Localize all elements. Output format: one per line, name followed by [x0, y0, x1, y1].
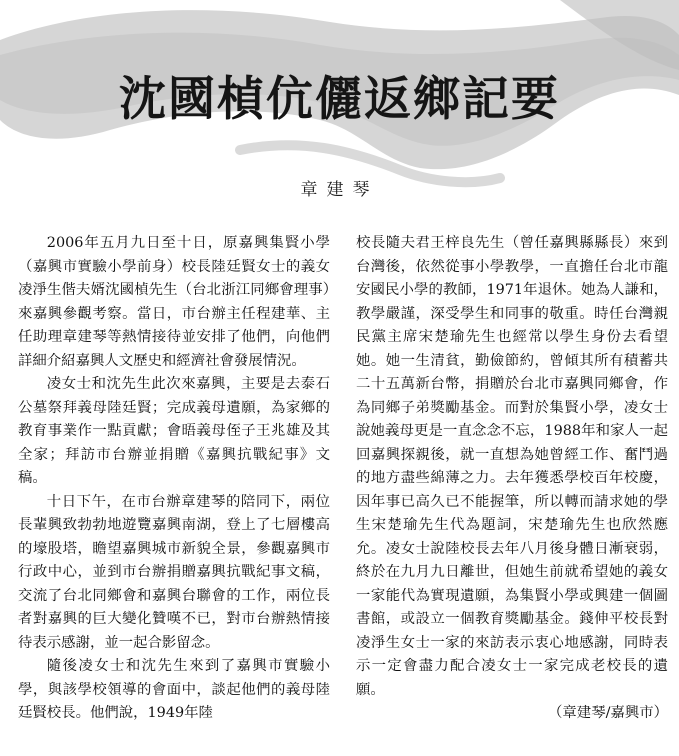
article-paragraph: 凌女士和沈先生此次來嘉興，主要是去泰石公墓祭拜義母陸廷賢；完成義母遺願，為家鄉的教育事業作一點貢獻；會晤義母侄子王兆雄及其全家；拜訪市台辦並捐贈《嘉興抗戰紀事》文稿。	[18, 376, 330, 486]
article-author: 章建琴	[300, 180, 379, 200]
article-column-right	[356, 232, 668, 752]
article-paragraph: 十日下午，在市台辦章建琴的陪同下，兩位長輩興致勃勃地遊覽嘉興南湖，登上了七層樓高的壕股塔，瞻望嘉興城市新貌全景，參觀嘉興市行政中心，並到市台辦捐贈嘉興抗戰紀事文稿，交流了台北同鄉會和嘉興台聯會的工作，兩位長者對嘉興的巨大變化贊嘆不已，對市台辦熱情接待表示感謝，並一起合影留念。	[18, 493, 330, 651]
article-paragraph-continued: 校長隨夫君王梓良先生（曾任嘉興縣縣長）來到台灣後，依然從事小學教學，一直擔任台北市龍安國民小學的教師，1971年退休。她為人謙和，教學嚴謹，深受學生和同事的敬重。時任台灣親民黨主席宋楚瑜先生也經常以學生身份去看望她。她一生清貧，勤儉節約，曾傾其所有積蓄共二十五萬新台幣，捐贈於台北市嘉興同鄉會，作為同鄉子弟獎勵基金。而對於集賢小學，凌女士說她義母更是一直念念不忘，1988年和家人一起回嘉興探親後，就一直想為她曾經工作、奮鬥過的地方盡些綿薄之力。去年獲悉學校百年校慶，因年事已高久已不能握筆，所以轉而請求她的學生宋楚瑜先生代為題詞，宋楚瑜先生也欣然應允。凌女士說陸校長去年八月後身體日漸衰弱，終於在九月九日離世，但她生前就希望她的義女一家能代為實現遺願，為集賢小學或興建一個圖書館，或設立一個教育獎勵基金。錢伸平校長對凌淨生女士一家的來訪表示衷心地感謝，同時表示一定會盡力配合凌女士一家完成老校長的遺願。	[356, 235, 668, 698]
article-paragraph: 隨後凌女士和沈先生來到了嘉興市實驗小學，與該學校領導的會面中，談起他們的義母陸廷賢校長。他們說，1949年陸	[18, 658, 330, 721]
article-column-left	[18, 232, 330, 752]
article-byline: （章建琴/嘉興市）	[548, 705, 668, 721]
article-paragraph: 2006年五月九日至十日，原嘉興集賢小學（嘉興市實驗小學前身）校長陸廷賢女士的義女凌淨生偕夫婿沈國楨先生（台北浙江同鄉會理事）來嘉興參觀考察。當日，市台辦主任程建華、主任助理章建琴等熱情接待並安排了他們，向他們詳細介紹嘉興人文歷史和經濟社會發展情況。	[18, 235, 330, 369]
article-title: 沈國楨伉儷返鄉記要	[119, 72, 560, 127]
